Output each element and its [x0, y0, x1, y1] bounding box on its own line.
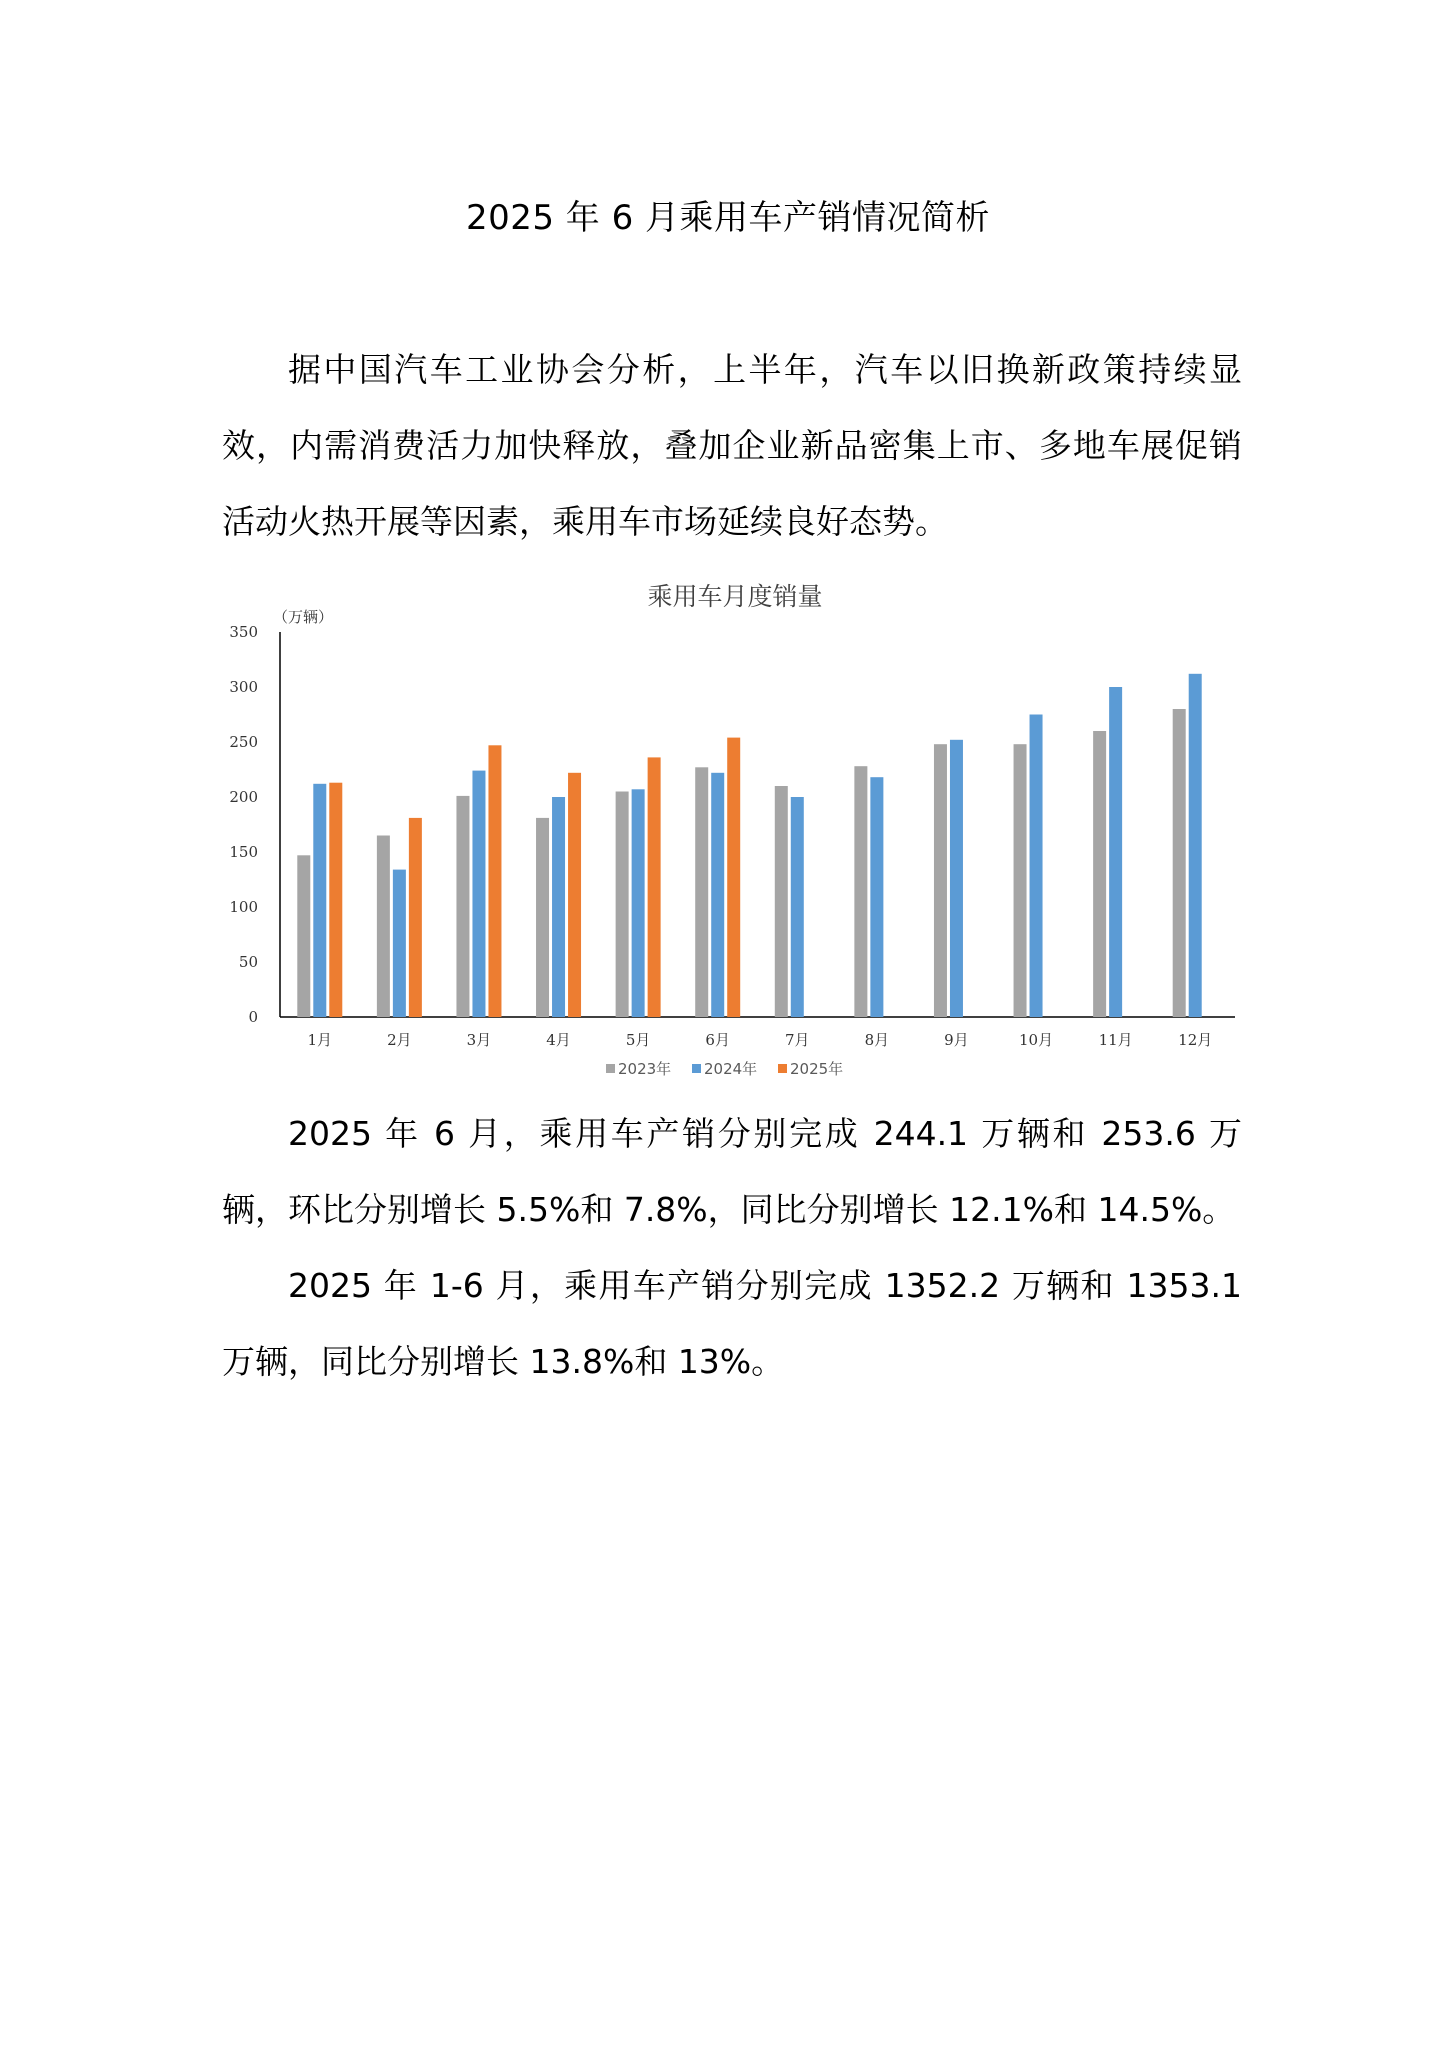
bar-2023年-1月	[297, 855, 310, 1017]
x-tick-label: 10月	[1018, 1031, 1054, 1049]
bar-2023年-10月	[1014, 744, 1027, 1017]
x-tick-label: 5月	[625, 1031, 651, 1049]
chart-title: 乘用车月度销量	[647, 582, 823, 611]
bar-2024年-6月	[711, 773, 724, 1017]
paragraph-intro: 据中国汽车工业协会分析，上半年，汽车以旧换新政策持续显效，内需消费活力加快释放，叠加企业新品密集上市、多地车展促销活动火热开展等因素，乘用车市场延续良好态势。	[222, 350, 1242, 541]
y-tick-label: 300	[229, 678, 258, 696]
bar-2023年-3月	[456, 796, 469, 1017]
y-tick-label: 250	[229, 733, 258, 751]
bar-2023年-12月	[1173, 709, 1186, 1017]
x-tick-label: 12月	[1178, 1031, 1213, 1049]
bar-2024年-4月	[552, 797, 565, 1017]
y-tick-label: 50	[238, 953, 258, 971]
bar-2025年-6月	[727, 738, 740, 1017]
y-axis-unit-label: （万辆）	[273, 608, 334, 626]
x-tick-label: 2月	[387, 1031, 412, 1049]
bar-2023年-8月	[854, 766, 867, 1017]
bar-2025年-3月	[488, 745, 501, 1017]
legend-entry: 2025年	[790, 1060, 844, 1078]
document-title: 2025 年 6 月乘用车产销情况简析	[465, 198, 991, 238]
bar-2024年-7月	[791, 797, 804, 1017]
bar-2023年-5月	[616, 792, 629, 1018]
x-tick-label: 4月	[546, 1031, 571, 1049]
bar-2024年-12月	[1189, 674, 1202, 1017]
bar-2023年-2月	[377, 836, 390, 1018]
bar-2024年-9月	[950, 740, 963, 1017]
bar-2023年-7月	[775, 786, 788, 1017]
bar-2024年-2月	[393, 870, 406, 1017]
bar-2024年-1月	[313, 784, 326, 1017]
bar-2023年-4月	[536, 818, 549, 1017]
bar-2024年-8月	[870, 777, 883, 1017]
bar-2025年-2月	[409, 818, 422, 1017]
x-tick-label: 3月	[466, 1031, 492, 1049]
x-tick-label: 8月	[864, 1031, 890, 1049]
legend-swatch	[692, 1064, 701, 1073]
x-tick-label: 9月	[944, 1031, 969, 1049]
y-tick-label: 200	[229, 788, 258, 806]
bar-2024年-11月	[1109, 687, 1122, 1017]
bar-2025年-4月	[568, 773, 581, 1017]
legend-entry: 2024年	[704, 1060, 758, 1078]
bar-2025年-5月	[648, 757, 661, 1017]
paragraph-half-year: 2025 年 1-6 月，乘用车产销分别完成 1352.2 万辆和 1353.1 万辆，同比分别增长 13.8%和 13%。	[222, 1266, 1242, 1381]
bar-2024年-10月	[1030, 715, 1043, 1018]
y-tick-label: 150	[229, 843, 258, 861]
bar-2024年-3月	[472, 771, 485, 1017]
x-tick-label: 1月	[307, 1031, 333, 1049]
bar-2024年-5月	[632, 789, 645, 1017]
bar-2023年-11月	[1093, 731, 1106, 1017]
bar-2023年-9月	[934, 744, 947, 1017]
x-tick-label: 7月	[785, 1031, 810, 1049]
x-tick-label: 6月	[705, 1031, 730, 1049]
paragraph-june: 2025 年 6 月，乘用车产销分别完成 244.1 万辆和 253.6 万辆，环比分别增长 5.5%和 7.8%，同比分别增长 12.1%和 14.5%。	[222, 1114, 1242, 1229]
y-tick-label: 100	[229, 898, 258, 916]
legend-swatch	[778, 1064, 787, 1073]
legend-entry: 2023年	[618, 1060, 672, 1078]
legend-swatch	[606, 1064, 615, 1073]
bar-2025年-1月	[329, 783, 342, 1017]
y-tick-label: 350	[229, 623, 258, 641]
y-tick-label: 0	[248, 1008, 258, 1026]
x-tick-label: 11月	[1098, 1031, 1133, 1049]
sales-bar-chart	[210, 570, 1260, 1090]
bar-2023年-6月	[695, 767, 708, 1017]
